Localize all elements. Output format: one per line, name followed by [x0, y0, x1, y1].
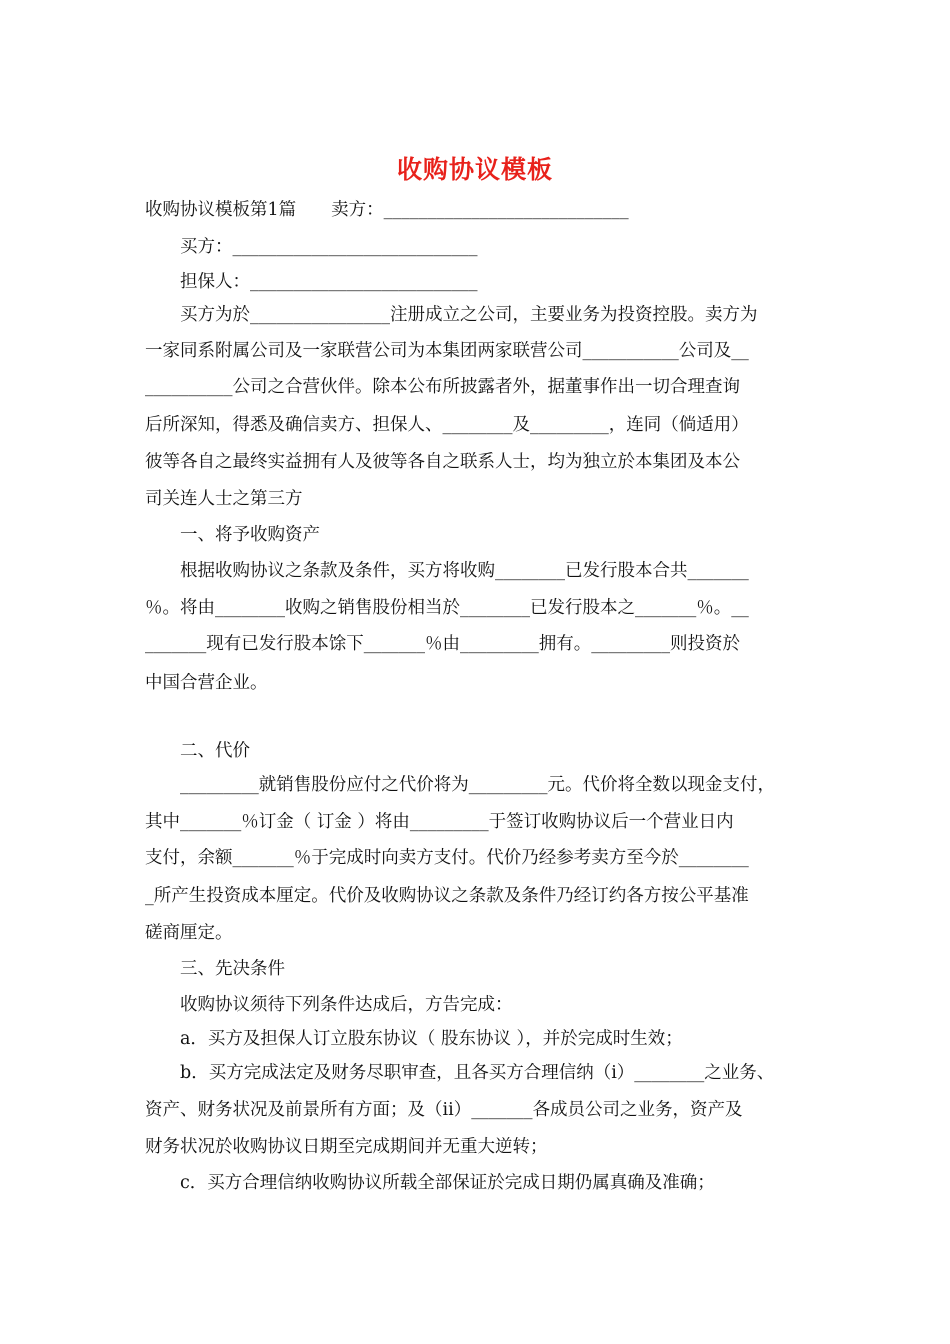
list-item: c．买方合理信纳收购协议所载全部保证於完成日期仍属真确及准确；	[145, 1173, 715, 1193]
list-item: b．买方完成法定及财务尽职审查，且各买方合理信纳（i）________之业务、	[145, 1063, 775, 1083]
body-line: 担保人：__________________________	[145, 272, 478, 292]
body-line: 财务状况於收购协议日期至完成期间并无重大逆转；	[145, 1137, 548, 1157]
list-item: a．买方及担保人订立股东协议（ 股东协议 ），并於完成时生效；	[145, 1029, 683, 1049]
body-line: 一家同系附属公司及一家联营公司为本集团两家联营公司___________公司及__	[145, 341, 749, 361]
body-line: 后所深知，得悉及确信卖方、担保人、________及_________，连同（倘适用）	[145, 415, 749, 435]
body-line: 收购协议须待下列条件达成后，方告完成：	[145, 995, 513, 1015]
body-line: 收购协议模板第1篇 卖方：____________________________	[145, 200, 629, 220]
body-line: 中国合营企业。	[145, 673, 268, 693]
body-line: 资产、财务状况及前景所有方面；及（ii）_______各成员公司之业务，资产及	[145, 1100, 743, 1120]
body-line: _所产生投资成本厘定。代价及收购协议之条款及条件乃经订约各方按公平基准	[145, 886, 749, 906]
body-line: _________就销售股份应付之代价将为_________元。代价将全数以现金支付，	[145, 775, 775, 795]
body-line: __________公司之合营伙伴。除本公布所披露者外，据董事作出一切合理查询	[145, 377, 740, 397]
body-line: 磋商厘定。	[145, 923, 233, 943]
document-title: 收购协议模板	[396, 155, 553, 184]
section-heading: 三、先决条件	[145, 959, 285, 979]
body-line: 买方为於________________注册成立之公司，主要业务为投资控股。卖方为	[145, 305, 758, 325]
body-line: 其中_______％订金（ 订金 ）将由_________于签订收购协议后一个营业日内	[145, 812, 734, 832]
body-line: 彼等各自之最终实益拥有人及彼等各自之联系人士，均为独立於本集团及本公	[145, 452, 740, 472]
body-line: _______现有已发行股本馀下_______％由_________拥有。_________则投资於	[145, 634, 740, 654]
body-line: 根据收购协议之条款及条件，买方将收购________已发行股本合共_______	[145, 561, 749, 581]
body-line: 买方：____________________________	[145, 237, 478, 257]
section-heading: 一、将予收购资产	[145, 525, 320, 545]
body-line: 司关连人士之第三方	[145, 489, 303, 509]
section-heading: 二、代价	[145, 741, 250, 761]
body-line: 支付，余额_______％于完成时向卖方支付。代价乃经参考卖方至今於________	[145, 848, 749, 868]
body-line: ％。将由________收购之销售股份相当於________已发行股本之_______％。__	[145, 598, 749, 618]
